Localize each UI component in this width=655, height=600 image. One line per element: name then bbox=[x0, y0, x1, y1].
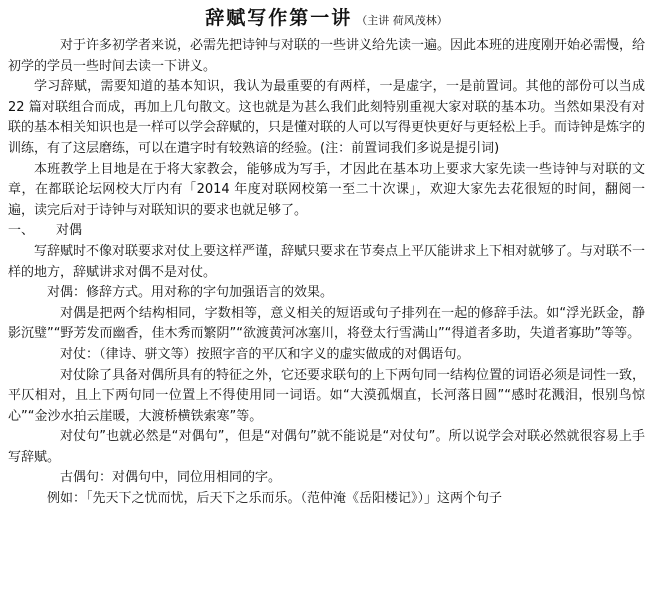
section-number: 一、 bbox=[8, 223, 35, 239]
paragraph-basics: 学习辞赋，需要知道的基本知识，我认为最重要的有两样，一是虚字，一是前置词。其他的部份可以当成 22 篇对联组合而成，再加上几句散文。这也就是为甚么我们此刻特别重视大家对联的基本功。当然如果没有对联的基本相关知识也是一样可以学会辞赋的，只是懂对联的人可以写得更快更好与更轻松上手。而诗钟是炼字的训练，有了这层磨练，可以在遣字时有较熟谙的经验。(注：前置词我们多说是提引词) bbox=[8, 79, 646, 156]
paragraph-duiou-examples: 对偶是把两个结构相同，字数相等，意义相关的短语或句子排列在一起的修辞手法。如“浮光跃金，静影沉璧”“野芳发而幽香，佳木秀而繁阴”“欲渡黄河冰塞川，将登太行雪满山”“得道者多助，失道者寡助”等等。 bbox=[8, 305, 645, 342]
paragraph-relationship: 对仗句”也就必然是“对偶句”，但是“对偶句”就不能说是“对仗句”。所以说学会对联必然就很容易上手写辞赋。 bbox=[8, 429, 645, 465]
paragraph-duizhang-definition: 对仗：（律诗、骈文等）按照字音的平仄和字义的虚实做成的对偶语句。 bbox=[60, 346, 470, 362]
paragraph-duiou-definition: 对偶：修辞方式。用对称的字句加强语言的效果。 bbox=[47, 285, 334, 301]
document-title: 辞赋写作第一讲 bbox=[205, 7, 353, 29]
section-heading-duiou bbox=[8, 221, 645, 242]
paragraph-goal: 本班教学上目地是在于将大家教会，能够成为写手，才因此在基本功上要求大家先读一些诗钟与对联的文章，在都联论坛网校大厅内有「2014 年度对联网校第一至二十次课」，欢迎大家先去花很短的时间，翻阅一遍，读完后对于诗钟与对联知识的要求也就足够了。 bbox=[8, 161, 645, 218]
lecturer-note: （主讲 荷风茂林） bbox=[356, 14, 448, 27]
paragraph-gu-ou-definition: 古偶句：对偶句中，同位用相同的字。 bbox=[60, 470, 282, 486]
paragraph-difference: 写辞赋时不像对联要求对仗上要这样严谨，辞赋只要求在节奏点上平仄能讲求上下相对就够了。与对联不一样的地方，辞赋讲求对偶不是对仗。 bbox=[8, 243, 646, 280]
section-title: 对偶 bbox=[56, 223, 83, 239]
paragraph-intro: 对于许多初学者来说，必需先把诗钟与对联的一些讲义给先读一遍。因此本班的进度刚开始必需慢，给初学的学员一些时间去读一下讲义。 bbox=[8, 38, 646, 74]
paragraph-duizhang-examples: 对仗除了具备对偶所具有的特征之外，它还要求联句的上下两句同一结构位置的词语必须是词性一致，平仄相对，且上下两句同一位置上不得使用同一词语。如“大漠孤烟直，长河落日圆”“感时花溅泪，恨别鸟惊心”“金沙水拍云崖暖，大渡桥横铁索寒”等。 bbox=[8, 367, 646, 424]
title-row bbox=[8, 6, 645, 32]
paragraph-example: 例如：「先天下之忧而忧，后天下之乐而乐。（范仲淹《岳阳楼记》）」这两个句子 bbox=[47, 491, 503, 507]
